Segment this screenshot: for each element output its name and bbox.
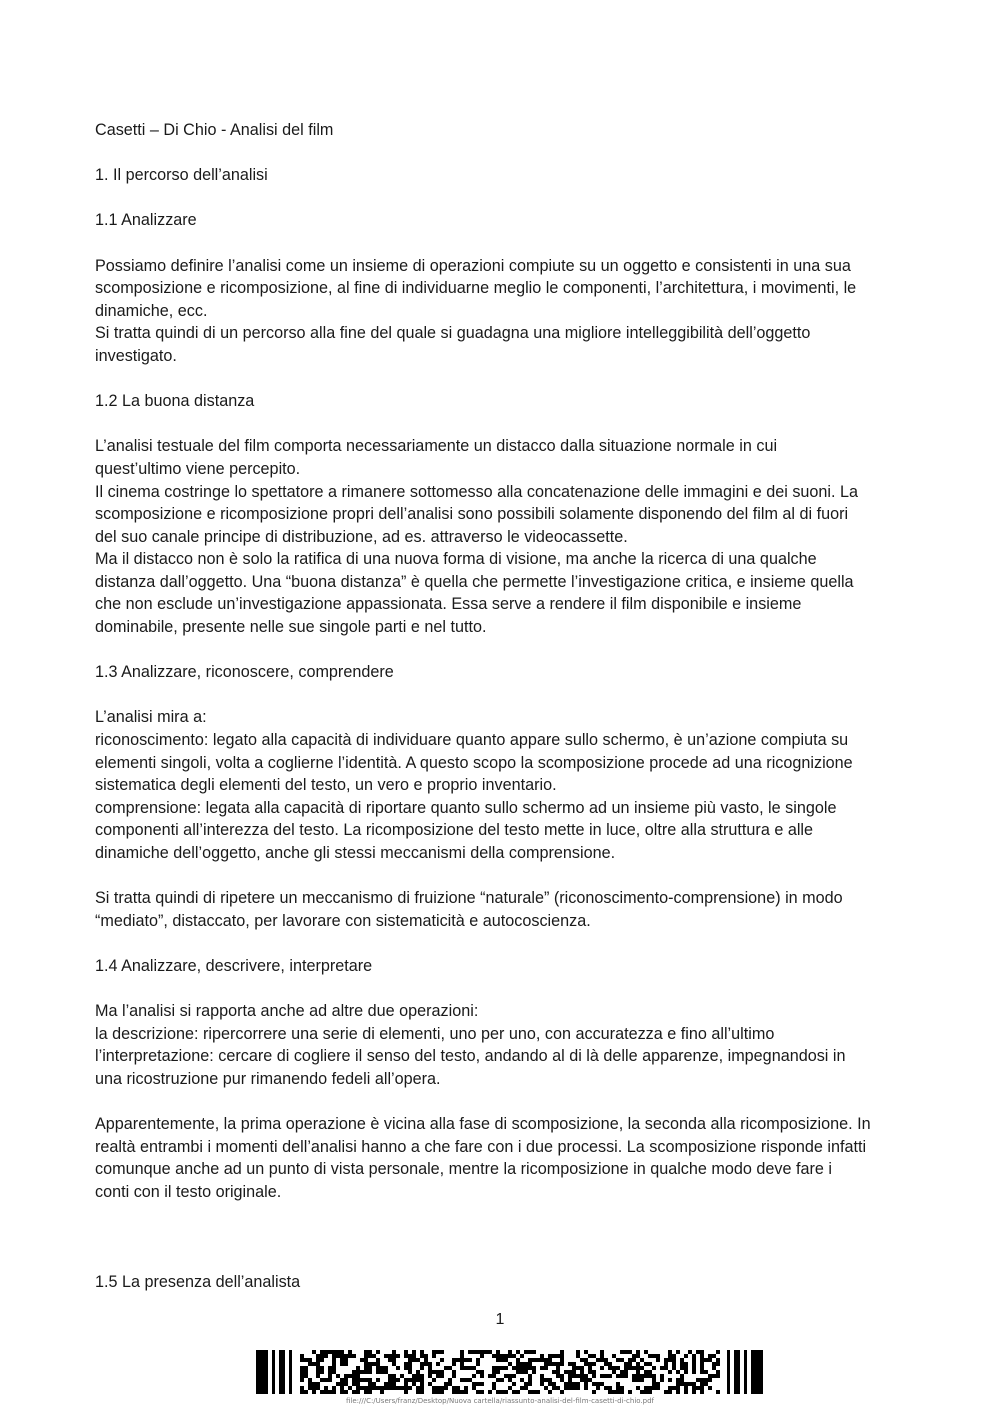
section-heading-1-4: 1.4 Analizzare, descrivere, interpretare xyxy=(95,956,373,975)
section-heading-1-2: 1.2 La buona distanza xyxy=(95,392,255,411)
section-1-4-paragraph-2 xyxy=(95,1113,907,1203)
text-line: quest’ultimo viene percepito. xyxy=(95,459,301,478)
section-heading-1-1: 1.1 Analizzare xyxy=(95,211,197,230)
section-1-4-paragraph xyxy=(95,1000,907,1090)
text-line: l’interpretazione: cercare di cogliere il senso del testo, andando al di là delle apparenze, impegnandosi in xyxy=(95,1047,846,1066)
text-line: L’analisi testuale del film comporta necessariamente un distacco dalla situazione normale in cui xyxy=(95,437,778,456)
section-1-3-paragraph-2 xyxy=(95,887,907,932)
chapter-heading: 1. Il percorso dell’analisi xyxy=(95,166,268,185)
document-title: Casetti – Di Chio - Analisi del film xyxy=(95,121,334,139)
section-heading-1-5: 1.5 La presenza dell’analista xyxy=(95,1272,301,1291)
section-1-1-paragraph xyxy=(95,255,907,368)
text-line: Possiamo definire l’analisi come un insieme di operazioni compiute su un oggetto e consistenti in una sua xyxy=(95,256,851,275)
text-line: componenti all’interezza del testo. La ricomposizione del testo mette in luce, oltre alla struttura e alle xyxy=(95,821,814,840)
text-line: dominabile, presente nelle sue singole parti e nel tutto. xyxy=(95,618,487,637)
barcode-image xyxy=(250,1348,765,1396)
text-line: che non esclude un’investigazione appassionata. Essa serve a rendere il film disponibile e insieme xyxy=(95,595,802,614)
section-1-3-paragraph xyxy=(95,706,907,864)
text-line: del suo canale principe di distribuzione, ad es. attraverso le videocassette. xyxy=(95,527,628,546)
section-1-2-paragraph xyxy=(95,435,907,638)
text-line: Apparentemente, la prima operazione è vicina alla fase di scomposizione, la seconda alla ricomposizione. In xyxy=(95,1115,871,1134)
text-line: comunque anche ad un punto di vista personale, mentre la ricomposizione in qualche modo deve fare i xyxy=(95,1160,832,1179)
text-line: investigato. xyxy=(95,346,177,365)
text-line: la descrizione: ripercorrere una serie di elementi, uno per uno, con accuratezza e fino all’ultimo xyxy=(95,1024,775,1043)
text-line: L’analisi mira a: xyxy=(95,708,207,727)
text-line: scomposizione e ricomposizione, al fine di individuarne meglio le componenti, l’architettura, i movimenti, le xyxy=(95,279,857,298)
document-body xyxy=(95,119,907,1293)
text-line: sistematica degli elementi del testo, un vero e proprio inventario. xyxy=(95,776,557,795)
text-line: dinamiche, ecc. xyxy=(95,301,208,320)
text-line: scomposizione e ricomposizione propri dell’analisi sono possibili solamente disponendo del film al di fuori xyxy=(95,505,849,524)
text-line: distanza dall’oggetto. Una “buona distanza” è quella che permette l’investigazione critica, e insieme quella xyxy=(95,572,854,591)
text-line: realtà entrambi i momenti dell’analisi hanno a che fare con i due processi. La scomposizione risponde infatti xyxy=(95,1137,867,1156)
text-line: Si tratta quindi di ripetere un meccanismo di fruizione “naturale” (riconoscimento-comprensione) in modo xyxy=(95,889,843,908)
text-line: Il cinema costringe lo spettatore a rimanere sottomesso alla concatenazione delle immagini e dei suoni. La xyxy=(95,482,859,501)
footer-file-path: file:///C:/Users/franz/Desktop/Nuova cartella/riassunto-analisi-del-film-casetti-di-chio.pdf xyxy=(345,1397,655,1405)
text-line: riconoscimento: legato alla capacità di individuare quanto appare sullo schermo, è un’azione compiuta su xyxy=(95,731,849,750)
text-line: Si tratta quindi di un percorso alla fine del quale si guadagna una migliore intelleggibilità dell’oggetto xyxy=(95,324,811,343)
text-line: dinamiche dell’oggetto, anche gli stessi meccanismi della comprensione. xyxy=(95,844,616,862)
section-heading-1-3: 1.3 Analizzare, riconoscere, comprendere xyxy=(95,663,394,682)
page-number: 1 xyxy=(495,1311,505,1328)
text-line: conti con il testo originale. xyxy=(95,1182,282,1201)
text-line: elementi singoli, volta a coglierne l’identità. A questo scopo la scomposizione procede ad una ricognizione xyxy=(95,753,853,772)
text-line: “mediato”, distaccato, per lavorare con sistematicità e autocoscienza. xyxy=(95,911,591,930)
text-line: comprensione: legata alla capacità di riportare quanto sullo schermo ad un insieme più vasto, le singole xyxy=(95,798,837,817)
text-line: Ma l’analisi si rapporta anche ad altre due operazioni: xyxy=(95,1002,479,1021)
text-line: Ma il distacco non è solo la ratifica di una nuova forma di visione, ma anche la ricerca di una qualche xyxy=(95,550,817,569)
text-line: una ricostruzione pur rimanendo fedeli all’opera. xyxy=(95,1069,441,1088)
